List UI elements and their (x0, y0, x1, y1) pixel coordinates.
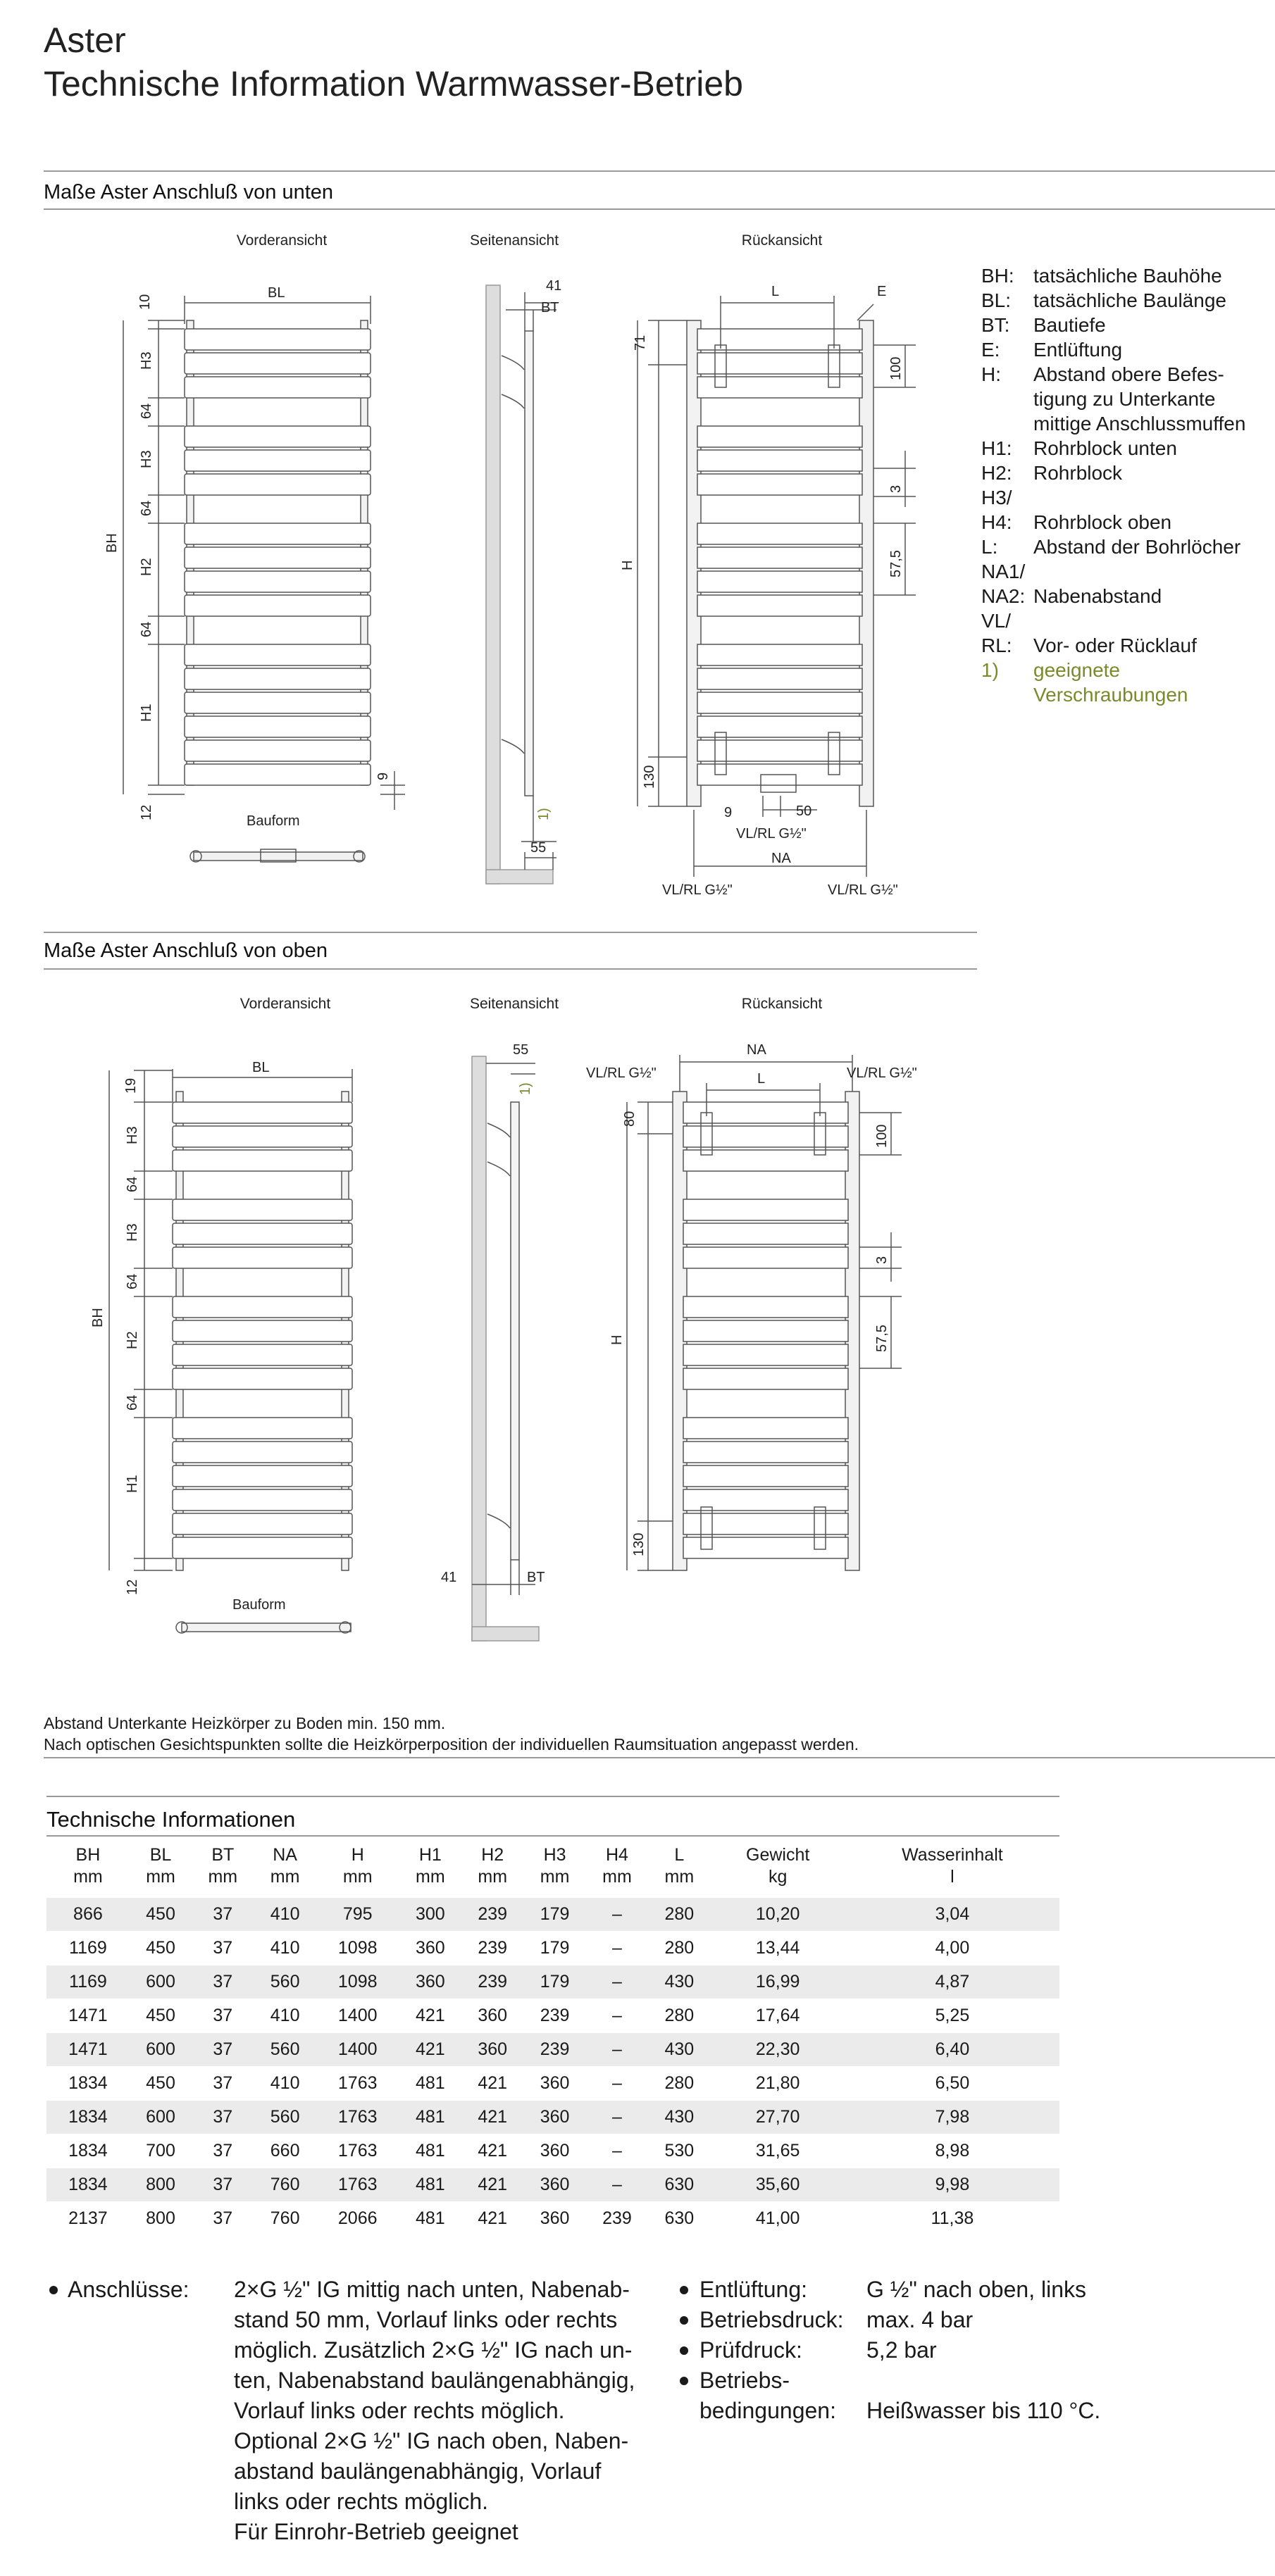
connections-line: Für Einrohr-Betrieb geeignet (234, 2519, 518, 2544)
s1-plan-label: Bauform (247, 813, 300, 829)
table-cell: 800 (146, 2208, 175, 2228)
table-cell: 1763 (316, 2168, 399, 2202)
s1-dim-9: 9 (375, 772, 391, 780)
s1-dim-na: NA (771, 851, 791, 866)
s2-dim-41: 41 (441, 1570, 457, 1585)
table-cell: 1834 (68, 2141, 108, 2161)
s1-dim-64c: 64 (139, 621, 154, 637)
table-cell: 430 (648, 1965, 710, 1999)
table-cell: 700 (146, 2141, 175, 2161)
s1-dim-100: 100 (888, 356, 904, 380)
s2-dim-bt: BT (527, 1570, 545, 1585)
table-cell: 37 (192, 1965, 254, 1999)
legend-row: RL: Vor- oder Rücklauf (981, 634, 1197, 656)
s1-vlrl-left: VL/RL G½" (662, 882, 733, 898)
table-cell: 481 (399, 2168, 461, 2202)
table-cell: 1763 (316, 2101, 399, 2134)
table-cell: 410 (270, 2006, 300, 2025)
table-cell: 481 (415, 2208, 445, 2228)
table-row (46, 1965, 1059, 1999)
spec-table (46, 1842, 1059, 2236)
s2-dim-130: 130 (631, 1532, 647, 1556)
table-cell: 1169 (69, 1938, 107, 1958)
s2-dim-l: L (757, 1071, 766, 1087)
table-cell: 11,38 (931, 2208, 974, 2228)
table-cell: 421 (415, 2006, 445, 2025)
s2-dim-h3b: H3 (125, 1223, 140, 1242)
table-cell: 17,64 (755, 2006, 800, 2025)
table-cell: 481 (415, 2141, 445, 2161)
s1-vlrl-right: VL/RL G½" (828, 882, 898, 898)
s1-dim-bh: BH (104, 533, 120, 553)
table-cell: 430 (648, 2101, 710, 2134)
table-cell: 1169 (46, 1965, 130, 1999)
connections-line: möglich. Zusätzlich 2×G ½" IG nach un- (234, 2337, 633, 2363)
table-cell: 239 (461, 1898, 523, 1932)
s2-dim-na: NA (747, 1042, 766, 1058)
connections-line: Vorlauf links oder rechts möglich. (234, 2398, 565, 2423)
table-cell: 360 (540, 2141, 570, 2161)
s2-dim-3: 3 (874, 1256, 890, 1264)
table-cell: 37 (192, 2101, 254, 2134)
section2-title: Maße Aster Anschluß von oben (44, 939, 328, 962)
table-cell: 280 (648, 1898, 710, 1932)
title-line-1: Aster (44, 20, 126, 60)
s1-dim-10: 10 (137, 294, 153, 310)
table-cell: 41,00 (755, 2208, 800, 2228)
column-header: Wasserinhalt l (902, 1845, 1003, 1887)
table-row (46, 2168, 1059, 2202)
table-cell: 37 (213, 1938, 233, 1958)
table-cell: 1400 (337, 2006, 378, 2025)
table-cell: 37 (192, 2168, 254, 2202)
table-cell: 37 (213, 2141, 233, 2161)
table-cell: 280 (664, 1938, 695, 1958)
legend-row: H3/ (981, 487, 1012, 508)
table-row (46, 2202, 1059, 2236)
table-cell: 1400 (316, 2033, 399, 2067)
s1-dim-bt: BT (541, 300, 559, 315)
legend-row: H: Abstand obere Befes- (981, 363, 1224, 385)
connections-line: Optional 2×G ½" IG nach oben, Naben- (234, 2428, 629, 2453)
legend-row: NA1/ (981, 561, 1026, 582)
table-cell: 430 (648, 2033, 710, 2067)
table-cell: 37 (213, 2006, 233, 2025)
feature-label: Prüfdruck: (699, 2337, 802, 2363)
s1-dim-55: 55 (530, 840, 547, 856)
s2-dim-80: 80 (622, 1111, 638, 1127)
connections-line: abstand baulängenabhängig, Vorlauf (234, 2458, 602, 2484)
table-top-rule (46, 1796, 1059, 1797)
table-cell: 37 (192, 1898, 254, 1932)
table-cell: – (586, 2168, 648, 2202)
table-cell: 560 (254, 1965, 316, 1999)
table-cell: 239 (602, 2208, 632, 2228)
table-cell: 421 (461, 2101, 523, 2134)
connections-line: ten, Nabenabstand baulängenabhängig, (234, 2368, 635, 2393)
s2-dim-note: 1) (518, 1082, 533, 1095)
table-cell: 4,87 (845, 1965, 1059, 1999)
feature-label: Betriebsdruck: (699, 2307, 844, 2332)
feature-value: max. 4 bar (866, 2307, 974, 2332)
table-cell: 239 (523, 2033, 585, 2067)
feature-row (680, 2275, 1215, 2305)
feature-label-cont: bedingungen: (699, 2398, 836, 2423)
legend-row: BT: Bautiefe (981, 314, 1106, 336)
table-cell: 1834 (46, 2101, 130, 2134)
table-cell: 360 (540, 2073, 570, 2093)
feature-row (680, 2365, 1215, 2426)
table-cell: 2066 (337, 2208, 378, 2228)
s2-dim-55: 55 (513, 1042, 529, 1058)
table-cell: 1763 (337, 2073, 378, 2093)
bullet-icon (680, 2286, 688, 2294)
table-cell: 360 (461, 2033, 523, 2067)
table-cell: 37 (192, 2033, 254, 2067)
table-cell: 421 (399, 2033, 461, 2067)
table-cell: 600 (130, 2033, 192, 2067)
s1-dim-3: 3 (888, 484, 904, 493)
table-cell: 660 (270, 2141, 300, 2161)
s2-dim-bl: BL (252, 1060, 270, 1075)
s1-dim-h2: H2 (139, 558, 154, 576)
legend-row: E: Entlüftung (981, 339, 1123, 361)
feature-row (680, 2305, 1215, 2335)
table-cell: 239 (461, 1965, 523, 1999)
table-cell: 421 (461, 2168, 523, 2202)
table-cell: 760 (270, 2208, 300, 2228)
legend-row: NA2: Nabenabstand (981, 585, 1162, 607)
s1-dim-h3b: H3 (139, 450, 154, 468)
table-cell: 1471 (46, 2033, 130, 2067)
legend (981, 263, 1245, 707)
legend-row: mittige Anschlussmuffen (1033, 413, 1246, 434)
s1-side-view-label: Seitenansicht (469, 232, 559, 249)
s2-dim-h: H (609, 1334, 625, 1345)
table-cell: 410 (270, 2073, 300, 2093)
table-cell: 13,44 (755, 1938, 800, 1958)
s1-dim-64a: 64 (139, 403, 154, 419)
connections-text (234, 2275, 685, 2547)
s2-front-view-label: Vorderansicht (240, 996, 331, 1012)
table-row (46, 2134, 1059, 2168)
table-cell: 530 (664, 2141, 695, 2161)
table-cell: 1471 (68, 2006, 108, 2025)
table-body (46, 1898, 1059, 2236)
s1-dim-130: 130 (642, 765, 657, 789)
table-cell: 1763 (337, 2141, 378, 2161)
column-header: NA mm (270, 1845, 300, 1887)
installation-notes (44, 1713, 859, 1755)
table-cell: 16,99 (711, 1965, 845, 1999)
bullet-icon (680, 2377, 688, 2385)
table-cell: 600 (130, 2101, 192, 2134)
table-title: Technische Informationen (46, 1807, 296, 1832)
s1-vlrl-mid: VL/RL G½" (736, 826, 807, 842)
column-header: BH mm (73, 1845, 103, 1887)
s2-back-view-label: Rückansicht (741, 996, 823, 1012)
table-cell: 300 (399, 1898, 461, 1932)
column-header: BL mm (146, 1845, 175, 1887)
s1-dim-71: 71 (633, 334, 648, 351)
table-cell: 37 (213, 2208, 233, 2228)
table-cell: – (586, 1965, 648, 1999)
title-line-2: Technische Information Warmwasser-Betrieb (44, 64, 743, 104)
table-cell: 1098 (337, 1938, 378, 1958)
table-cell: 600 (130, 1965, 192, 1999)
table-row (46, 1999, 1059, 2033)
s1-dim-h3a: H3 (139, 351, 154, 370)
table-cell: 179 (540, 1938, 570, 1958)
table-cell: 795 (316, 1898, 399, 1932)
table-cell: 410 (254, 1898, 316, 1932)
feature-list (680, 2275, 1215, 2426)
notes-rule (44, 1757, 1275, 1758)
legend-note-cont: Verschraubungen (1033, 684, 1188, 706)
table-cell: 481 (415, 2073, 445, 2093)
table-cell: 1098 (316, 1965, 399, 1999)
table-cell: 2137 (68, 2208, 108, 2228)
table-cell: 35,60 (711, 2168, 845, 2202)
legend-row: tigung zu Unterkante (1033, 388, 1216, 410)
table-cell: 179 (523, 1898, 585, 1932)
table-cell: 37 (213, 2073, 233, 2093)
feature-row (680, 2335, 1215, 2365)
s1-front-view-label: Vorderansicht (236, 232, 328, 249)
feature-value: 5,2 bar (866, 2337, 937, 2363)
table-cell: 360 (540, 2208, 570, 2228)
table-cell: 360 (399, 1965, 461, 1999)
table-row (46, 2067, 1059, 2101)
note-line-2: Nach optischen Gesichtspunkten sollte die Heizkörperposition der individuellen Raumsituation angepasst werden. (44, 1735, 859, 1753)
s2-vlrl-left: VL/RL G½" (586, 1065, 657, 1081)
bullet-icon (680, 2346, 688, 2355)
s2-plan-label: Bauform (232, 1597, 286, 1613)
table-cell: – (586, 1898, 648, 1932)
s1-dim-h: H (620, 560, 635, 570)
table-cell: – (612, 1938, 622, 1958)
table-cell: 280 (664, 2073, 695, 2093)
table-cell: – (612, 2073, 622, 2093)
table-cell: 1834 (68, 2073, 108, 2093)
table-cell: – (612, 2141, 622, 2161)
connections-line: links oder rechts möglich. (234, 2489, 489, 2514)
table-cell: 27,70 (711, 2101, 845, 2134)
table-cell: 239 (540, 2006, 570, 2025)
s2-dim-19: 19 (123, 1077, 139, 1094)
table-cell: 22,30 (711, 2033, 845, 2067)
s1-dim-50: 50 (796, 804, 812, 819)
table-row (46, 1898, 1059, 1932)
s2-dim-57-5: 57,5 (874, 1325, 890, 1352)
table-cell: 800 (130, 2168, 192, 2202)
column-header: H3 mm (540, 1845, 570, 1887)
feature-label: Betriebs- (699, 2368, 790, 2393)
table-cell: 560 (254, 2033, 316, 2067)
table-cell: 10,20 (711, 1898, 845, 1932)
legend-row: L: Abstand der Bohrlöcher (981, 536, 1241, 558)
table-cell: 481 (399, 2101, 461, 2134)
s1-dim-41: 41 (546, 278, 562, 294)
bullet-icon (680, 2316, 688, 2325)
s1-dim-note: 1) (536, 808, 552, 820)
table-cell: 179 (523, 1965, 585, 1999)
connections-line: 2×G ½" IG mittig nach unten, Nabenab- (234, 2277, 630, 2302)
s2-dim-64c: 64 (125, 1394, 140, 1411)
s2-vlrl-right: VL/RL G½" (847, 1065, 917, 1081)
table-cell: – (586, 2101, 648, 2134)
section1-title: Maße Aster Anschluß von unten (44, 181, 334, 204)
table-cell: 450 (146, 2073, 175, 2093)
table-cell: 410 (270, 1938, 300, 1958)
table-cell: 360 (523, 2168, 585, 2202)
table-cell: 421 (478, 2141, 508, 2161)
s1-back-view-label: Rückansicht (741, 232, 823, 249)
table-cell: 630 (664, 2208, 695, 2228)
table-cell: 450 (146, 2006, 175, 2025)
column-header: BT mm (208, 1845, 238, 1887)
connections-line: stand 50 mm, Vorlauf links oder rechts (234, 2307, 618, 2332)
legend-row: BH: tatsächliche Bauhöhe (981, 265, 1222, 287)
s2-dim-bh: BH (90, 1308, 106, 1327)
s2-dim-64a: 64 (125, 1176, 140, 1192)
legend-row: H1: Rohrblock unten (981, 437, 1177, 459)
column-header: L mm (664, 1845, 695, 1887)
table-cell: 280 (664, 2006, 695, 2025)
table-row (46, 2101, 1059, 2134)
table-cell: 3,04 (845, 1898, 1059, 1932)
feature-value: G ½" nach oben, links (866, 2277, 1086, 2302)
s1-dim-bl: BL (268, 285, 285, 301)
table-cell: 4,00 (935, 1938, 970, 1958)
table-cell: 31,65 (755, 2141, 800, 2161)
table-cell: – (586, 2033, 648, 2067)
column-header: H1 mm (416, 1845, 445, 1887)
table-cell: 6,40 (845, 2033, 1059, 2067)
s2-side-view-label: Seitenansicht (469, 996, 559, 1012)
note-line-1: Abstand Unterkante Heizkörper zu Boden min. 150 mm. (44, 1714, 446, 1732)
table-cell: 7,98 (845, 2101, 1059, 2134)
s1-dim-e: E (877, 284, 887, 299)
legend-row: H4: Rohrblock oben (981, 511, 1172, 533)
connections-label: Anschlüsse: (68, 2277, 189, 2302)
s2-dim-h3a: H3 (125, 1126, 140, 1144)
s2-dim-100: 100 (874, 1124, 890, 1148)
table-cell: 560 (254, 2101, 316, 2134)
bullet-icon (49, 2286, 58, 2294)
table-cell: 421 (478, 2208, 508, 2228)
s1-dim-64b: 64 (139, 500, 154, 516)
table-cell: 21,80 (755, 2073, 800, 2093)
table-row (46, 2033, 1059, 2067)
table-row (46, 1932, 1059, 1965)
table-title-rule (46, 1835, 1059, 1837)
table-cell: 6,50 (935, 2073, 970, 2093)
table-cell: 866 (46, 1898, 130, 1932)
legend-row: H2: Rohrblock (981, 462, 1123, 484)
s1-dim-l: L (771, 284, 780, 299)
table-cell: 421 (478, 2073, 508, 2093)
feature-label: Entlüftung: (699, 2277, 807, 2302)
s1-dim-h1: H1 (139, 704, 154, 722)
table-cell: 760 (254, 2168, 316, 2202)
table-cell: 360 (523, 2101, 585, 2134)
table-cell: 1834 (46, 2168, 130, 2202)
column-header: H2 mm (478, 1845, 508, 1887)
table-cell: 450 (146, 1938, 175, 1958)
table-cell: 239 (478, 1938, 508, 1958)
column-header: H4 mm (602, 1845, 632, 1887)
table-cell: 360 (415, 1938, 445, 1958)
column-header: Gewicht kg (746, 1845, 810, 1887)
s2-dim-h2: H2 (125, 1331, 140, 1349)
s1-dim-57-5: 57,5 (888, 550, 904, 577)
feature-value: Heißwasser bis 110 °C. (866, 2398, 1101, 2423)
table-cell: 8,98 (935, 2141, 970, 2161)
table-cell: 9,98 (845, 2168, 1059, 2202)
table-cell: 5,25 (935, 2006, 970, 2025)
legend-note: 1) geeignete (981, 659, 1121, 681)
s1-dim-12: 12 (139, 804, 154, 820)
table-cell: 450 (130, 1898, 192, 1932)
legend-row: VL/ (981, 610, 1012, 632)
column-header: H mm (342, 1845, 373, 1887)
table-cell: 360 (478, 2006, 508, 2025)
s2-dim-12: 12 (125, 1579, 140, 1595)
table-cell: – (612, 2006, 622, 2025)
table-cell: 630 (648, 2168, 710, 2202)
s1-dim-9b: 9 (724, 805, 733, 820)
s2-dim-64b: 64 (125, 1273, 140, 1289)
s2-dim-h1: H1 (125, 1475, 140, 1493)
legend-row: BL: tatsächliche Baulänge (981, 289, 1226, 311)
table-header-row (46, 1842, 1059, 1898)
